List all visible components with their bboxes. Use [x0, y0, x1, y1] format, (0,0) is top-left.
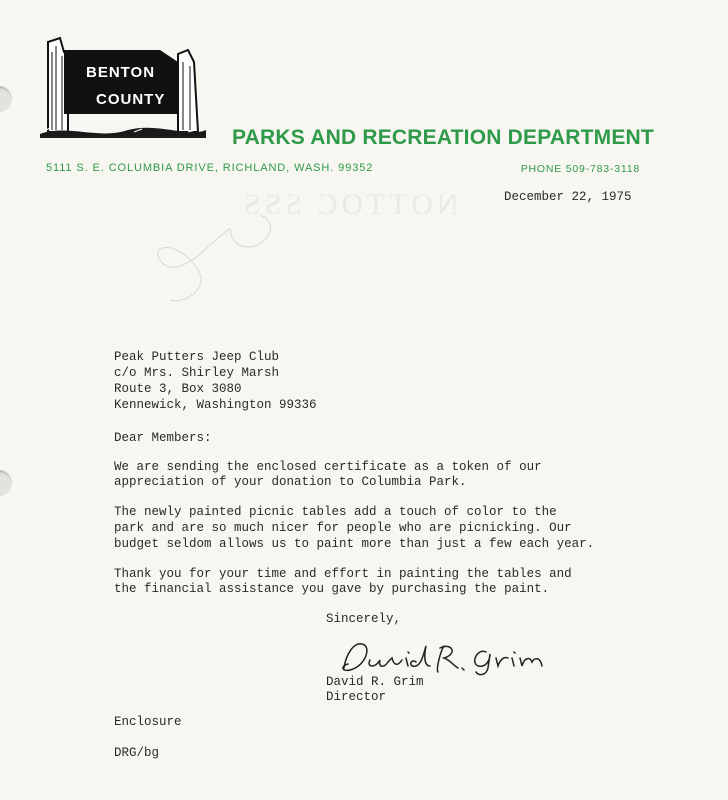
department-address: 5111 S. E. COLUMBIA DRIVE, RICHLAND, WASH. 99352	[46, 162, 374, 174]
recipient-line: Kennewick, Washington 99336	[114, 398, 317, 412]
salutation: Dear Members:	[114, 431, 212, 445]
punch-hole-top	[0, 86, 12, 112]
paragraph-line: appreciation of your donation to Columbia Park.	[114, 475, 467, 489]
paragraph-line: budget seldom allows us to paint more than just a few each year.	[114, 537, 595, 551]
benton-county-logo	[38, 32, 208, 142]
enclosure-note: Enclosure	[114, 715, 182, 729]
department-name: PARKS AND RECREATION DEPARTMENT	[232, 126, 654, 149]
paragraph-line: The newly painted picnic tables add a touch of color to the	[114, 505, 557, 519]
handwritten-signature	[336, 632, 556, 680]
logo-line-benton: BENTON	[86, 64, 156, 81]
logo-emblem-icon	[38, 32, 208, 142]
paragraph-line: We are sending the enclosed certificate as a token of our	[114, 460, 542, 474]
signer-name: David R. Grim	[326, 675, 424, 689]
paragraph-line: Thank you for your time and effort in painting the tables and	[114, 567, 572, 581]
punch-hole-bottom	[0, 470, 12, 496]
typist-initials: DRG/bg	[114, 746, 160, 760]
logo-line-county: COUNTY	[96, 91, 166, 108]
closing: Sincerely,	[326, 612, 402, 626]
paragraph-line: park and are so much nicer for people who are picnicking. Our	[114, 521, 572, 535]
paragraph-line: the financial assistance you gave by purchasing the paint.	[114, 582, 550, 596]
letter-date: December 22, 1975	[504, 190, 632, 204]
recipient-line: Route 3, Box 3080	[114, 382, 242, 396]
recipient-line: Peak Putters Jeep Club	[114, 350, 280, 364]
bleed-through-text: NOTTOC SSS	[240, 188, 459, 221]
stray-hair	[150, 205, 310, 315]
department-phone: PHONE 509-783-3118	[520, 163, 640, 175]
recipient-line: c/o Mrs. Shirley Marsh	[114, 366, 280, 380]
signer-title: Director	[326, 690, 387, 704]
